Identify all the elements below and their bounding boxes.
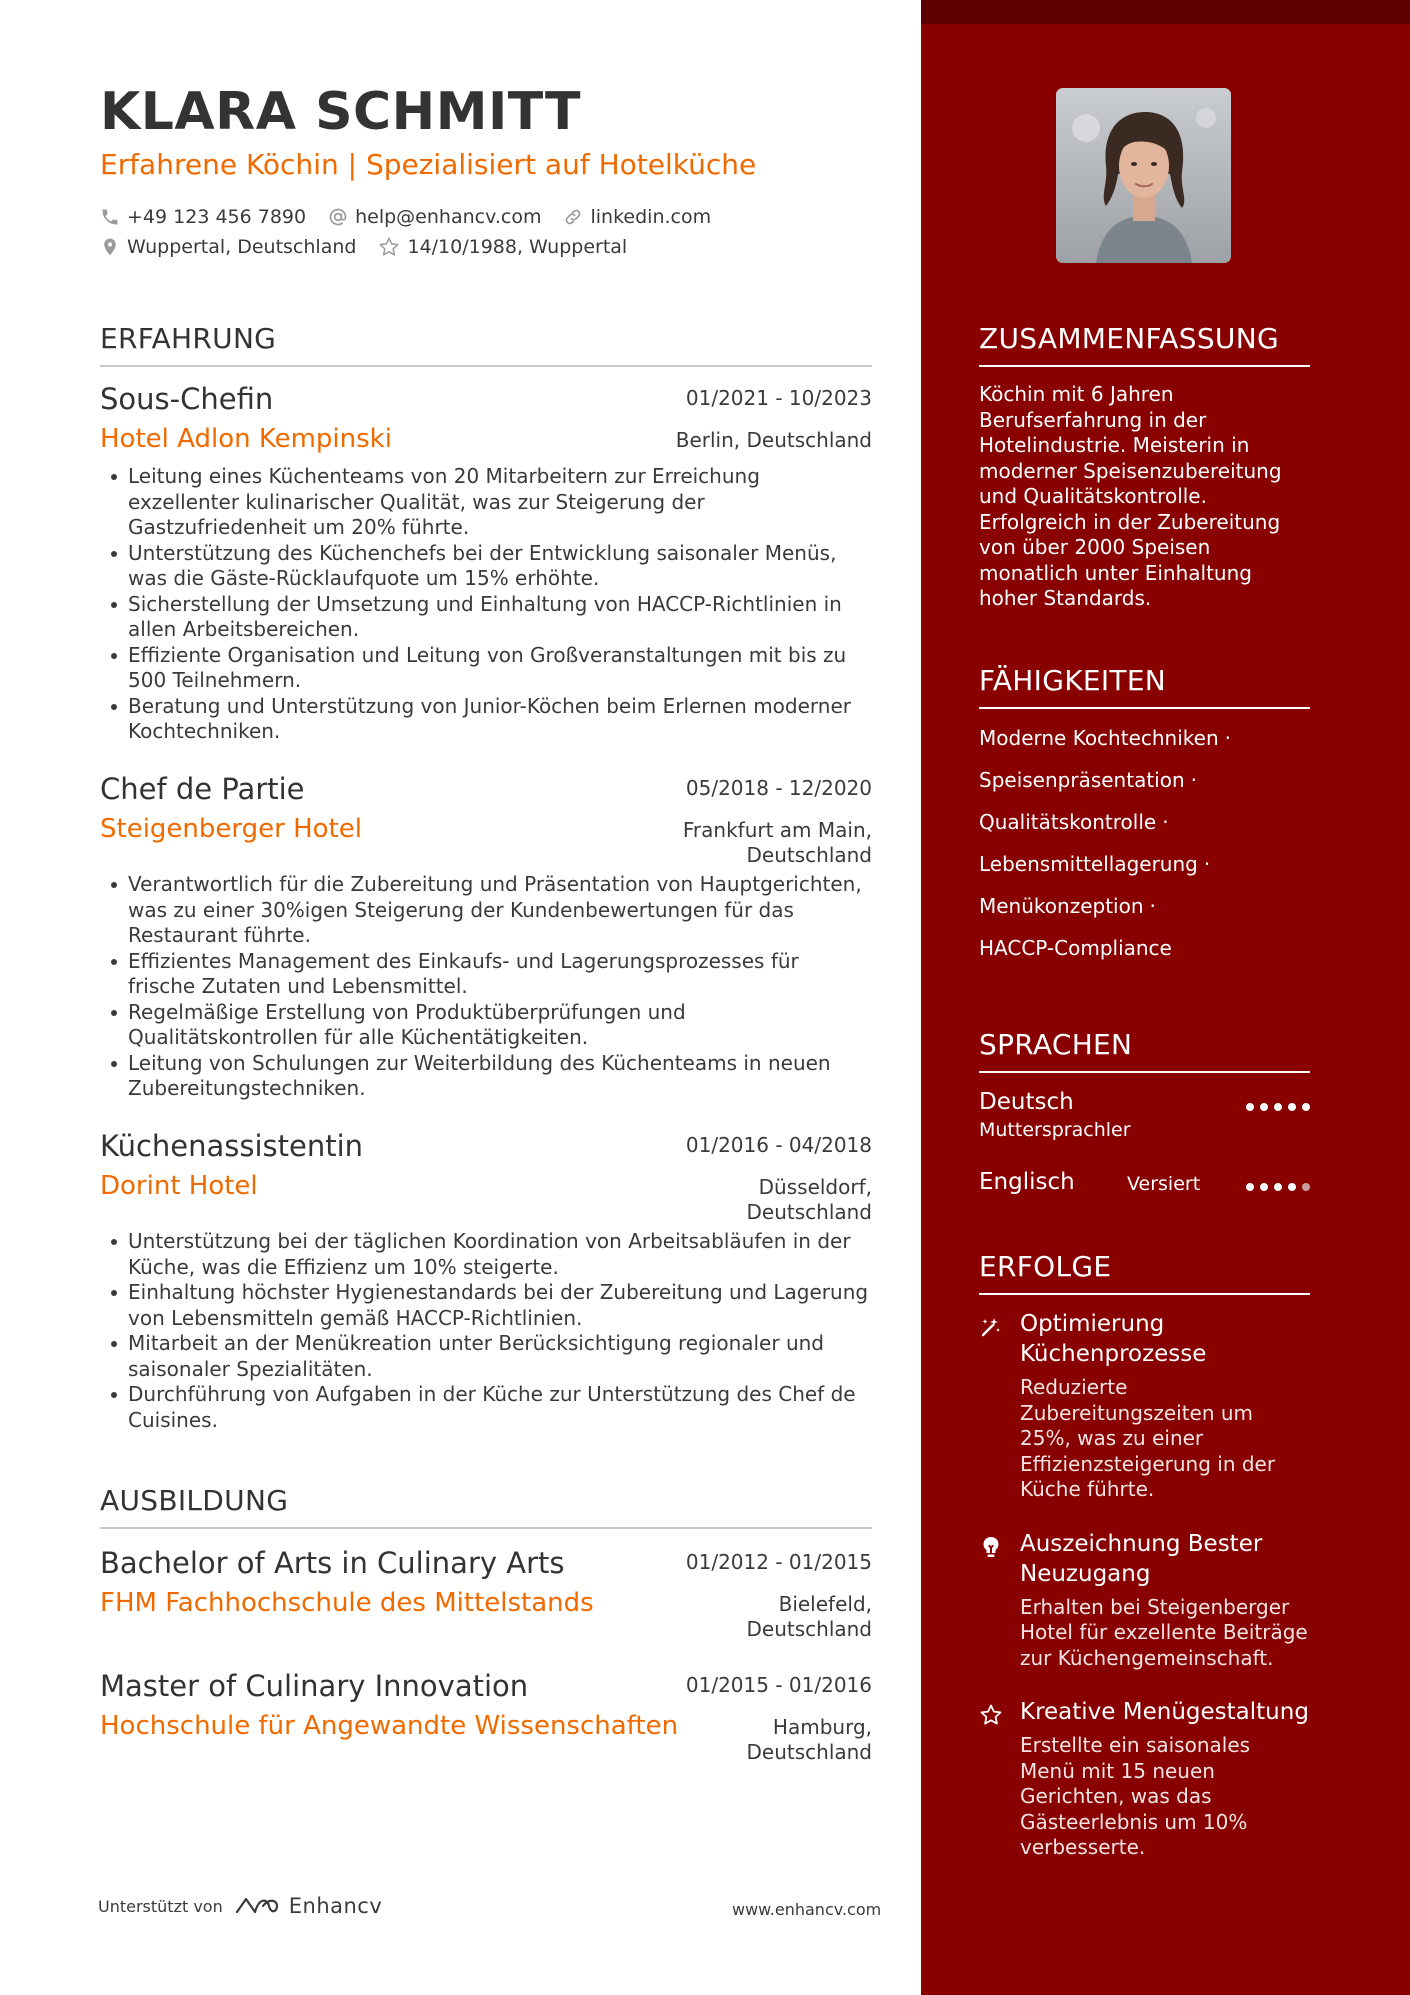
skill-item: Moderne Kochtechniken · [979,726,1231,750]
phone-text: +49 123 456 7890 [127,206,307,228]
job-bullets [100,1229,872,1433]
job-entry [100,772,872,1100]
achievement-desc: Reduzierte Zubereitungszeiten um 25%, was zu einer Effizienzsteigerung in der Küche führte. [1020,1375,1276,1501]
achievement-item [979,1309,1310,1503]
job-title: Küchenassistentin [100,1129,364,1163]
at-icon [328,207,348,227]
job-company: Steigenberger Hotel [100,814,362,844]
job-title: Sous-Chefin [100,382,274,416]
skills-list [979,717,1310,969]
education-date: 01/2015 - 01/2016 [685,1673,872,1697]
wand-icon [979,1315,1003,1339]
education-entry [100,1546,872,1641]
language-name: Englisch [979,1169,1075,1195]
rating-dot [1274,1103,1282,1111]
job-bullet: Sicherstellung der Umsetzung und Einhaltung von HACCP-Richtlinien in allen Arbeitsbereichen. [100,592,872,643]
education-date: 01/2012 - 01/2015 [685,1550,872,1574]
job-bullets [100,464,872,745]
job-entry [100,1129,872,1432]
skill-item: Speisenpräsentation · [979,768,1197,792]
phone-icon [100,207,120,227]
rating-dot [1274,1183,1282,1191]
achievement-item [979,1697,1310,1861]
candidate-headline: Erfahrene Köchin | Spezialisiert auf Hotelküche [100,148,757,181]
language-name: Deutsch [979,1089,1074,1115]
job-bullet: Effizientes Management des Einkaufs- und Lagerungsprozesses für frische Zutaten und Lebensmittel. [100,949,872,1000]
location-pin-icon [100,237,120,257]
job-date: 01/2021 - 10/2023 [685,386,872,410]
job-company: Hotel Adlon Kempinski [100,424,392,454]
job-location: Frankfurt am Main, Deutschland [682,818,872,867]
rating-dot [1260,1103,1268,1111]
degree-title: Master of Culinary Innovation [100,1669,529,1703]
language-item [979,1089,1310,1169]
job-bullet: Durchführung von Aufgaben in der Küche zur Unterstützung des Chef de Cuisines. [100,1382,872,1433]
email-link[interactable]: help@enhancv.com [355,206,542,228]
language-level: Muttersprachler [979,1119,1131,1141]
experience-section-title: ERFAHRUNG [100,322,872,367]
link-icon [563,207,583,227]
birth-text: 14/10/1988, Wuppertal [407,236,628,258]
achievement-desc: Erhalten bei Steigenberger Hotel für exzellente Beiträge zur Küchengemeinschaft. [1020,1594,1308,1670]
job-bullet: Unterstützung bei der täglichen Koordination von Arbeitsabläufen in der Küche, was die Effizienz um 10% steigerte. [100,1229,872,1280]
linkedin-link[interactable]: linkedin.com [590,206,712,228]
job-bullet: Mitarbeit an der Menükreation unter Berücksichtigung regionaler und saisonaler Spezialitäten. [100,1331,872,1382]
achievement-title: Auszeichnung Bester Neuzugang [1020,1530,1263,1587]
achievement-title: Kreative Menügestaltung [1020,1699,1309,1725]
rating-dot [1260,1183,1268,1191]
powered-by-text: Unterstützt von [98,1896,223,1916]
job-bullet: Regelmäßige Erstellung von Produktüberprüfungen und Qualitätskontrollen für alle Küchentätigkeiten. [100,1000,872,1051]
footer-powered-by[interactable] [98,1894,382,1918]
summary-text: Köchin mit 6 Jahren Berufserfahrung in der Hotelindustrie. Meisterin in moderner Speisenzubereitung und Qualitätskontrolle. Erfolgreich in der Zubereitung von über 2000 Speisen monatlich unter Einhaltung hoher Standards. [979,382,1282,610]
rating-dot-empty [1302,1183,1310,1191]
job-bullets [100,872,872,1102]
education-entry [100,1669,872,1764]
job-bullet: Leitung eines Küchenteams von 20 Mitarbeitern zur Erreichung exzellenter kulinarischer Qualität, was zur Steigerung der Gastzufriedenheit um 20% führte. [100,464,872,541]
education-location: Hamburg, Deutschland [746,1715,872,1764]
rating-dot [1288,1183,1296,1191]
rating-dot [1302,1103,1310,1111]
skills-title: FÄHIGKEITEN [979,664,1310,709]
summary-section [979,322,1310,612]
skill-item: Menükonzeption · [979,894,1156,918]
sidebar [921,0,1410,1995]
achievement-item [979,1529,1310,1672]
job-company: Dorint Hotel [100,1171,258,1201]
sidebar-top-band [921,0,1410,24]
rating-dot [1288,1103,1296,1111]
language-level: Versiert [1127,1173,1201,1195]
footer-website[interactable]: www.enhancv.com [732,1900,882,1919]
contact-info [100,202,872,262]
job-bullet: Effiziente Organisation und Leitung von Großveranstaltungen mit bis zu 500 Teilnehmern. [100,643,872,694]
contact-location [100,236,356,258]
skill-item: HACCP-Compliance [979,936,1172,960]
profile-photo [1056,88,1231,263]
location-text: Wuppertal, Deutschland [127,236,357,258]
job-bullet: Unterstützung des Küchenchefs bei der Entwicklung saisonaler Menüs, was die Gäste-Rücklaufquote um 15% erhöhte. [100,541,872,592]
footer-brand: Enhancv [288,1894,383,1918]
portrait-image [1056,88,1231,263]
job-date: 05/2018 - 12/2020 [685,776,872,800]
star-outline-icon [378,236,400,258]
language-rating [1240,1103,1310,1111]
job-location: Düsseldorf, Deutschland [746,1175,872,1224]
rating-dot [1246,1183,1254,1191]
star-icon [979,1703,1003,1727]
school-name: Hochschule für Angewandte Wissenschaften [100,1711,679,1741]
languages-section [979,1028,1310,1231]
languages-title: SPRACHEN [979,1028,1310,1073]
candidate-name: KLARA SCHMITT [100,82,581,142]
lightbulb-icon [979,1535,1003,1559]
contact-linkedin[interactable] [563,206,711,228]
education-location: Bielefeld, Deutschland [746,1592,872,1641]
enhancv-logo-icon [233,1894,281,1918]
contact-phone [100,206,306,228]
job-bullet: Beratung und Unterstützung von Junior-Köchen beim Erlernen moderner Kochtechniken. [100,694,872,745]
rating-dot [1246,1103,1254,1111]
school-name: FHM Fachhochschule des Mittelstands [100,1588,594,1618]
contact-email[interactable] [328,206,541,228]
summary-title: ZUSAMMENFASSUNG [979,322,1310,367]
achievement-desc: Erstellte ein saisonales Menü mit 15 neuen Gerichten, was das Gästeerlebnis um 10% verbesserte. [1020,1733,1251,1859]
skill-item: Qualitätskontrolle · [979,810,1169,834]
achievements-title: ERFOLGE [979,1250,1310,1295]
job-location: Berlin, Deutschland [675,428,872,452]
education-section-title: AUSBILDUNG [100,1484,872,1529]
job-entry [100,382,872,743]
job-bullet: Leitung von Schulungen zur Weiterbildung des Küchenteams in neuen Zubereitungstechniken. [100,1051,872,1102]
skill-item: Lebensmittellagerung · [979,852,1211,876]
job-date: 01/2016 - 04/2018 [685,1133,872,1157]
job-title: Chef de Partie [100,772,305,806]
language-rating [1240,1183,1310,1191]
achievement-title: Optimierung Küchenprozesse [1020,1311,1207,1367]
language-item [979,1169,1310,1231]
achievements-section [979,1250,1310,1861]
contact-birth [378,236,627,258]
skills-section [979,664,1310,969]
degree-title: Bachelor of Arts in Culinary Arts [100,1546,565,1580]
job-bullet: Einhaltung höchster Hygienestandards bei der Zubereitung und Lagerung von Lebensmitteln gemäß HACCP-Richtlinien. [100,1280,872,1331]
job-bullet: Verantwortlich für die Zubereitung und Präsentation von Hauptgerichten, was zu einer 30%igen Steigerung der Kundenbewertungen für das Restaurant führte. [100,872,872,949]
